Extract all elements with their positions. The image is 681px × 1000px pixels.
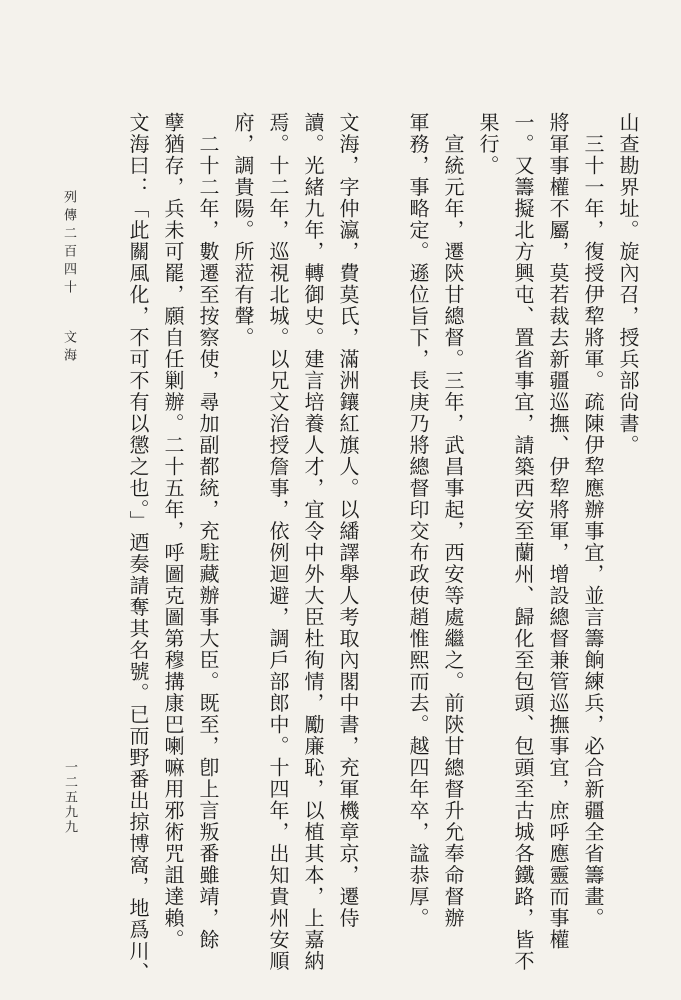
text-column: 讀。光緒九年，轉御史。建言培養人才，宜令中外大臣杜徇情，勵廉恥，以植其本，上嘉納 [301,112,325,972]
text-column: 文海，字仲瀛，費莫氏，滿洲鑲紅旗人。以繙譯舉人考取內閣中書，充軍機章京，遷侍 [336,112,360,929]
text-column: 山查勘界址。旋內召，授兵部尙書。 [616,112,640,456]
text-column: 三十一年，復授伊犂將軍。疏陳伊犂應辦事宜，並言籌餉練兵，必合新疆全省籌畫。 [581,112,605,929]
text-column: 府，調貴陽。所蒞有聲。 [231,112,255,349]
text-column: 孽猶存，兵未可罷，願自任剿辦。二十五年，呼圖克圖第穆搆康巴喇嘛用邪術咒詛達賴。 [161,112,185,951]
text-column: 將軍事權不屬，莫若裁去新疆巡撫、伊犂將軍，增設總督兼管巡撫事宜，庶呼應靈而事權 [546,112,570,951]
text-column: 文海曰：「此關風化，不可不有以懲之也。」迺奏請奪其名號。已而野番出掠博窩，地爲川、 [126,112,150,984]
text-column: 軍務，事略定。遜位旨下，長庚乃將總督印交布政使趙惟熙而去。越四年卒，諡恭厚。 [406,112,430,929]
text-column: 二十二年，數遷至按察使，尋加副都統，充駐藏辦事大臣。既至，卽上言叛番雖靖，餘 [196,112,220,951]
text-column: 果行。 [476,112,500,177]
text-column: 焉。十二年，巡視北城。以兄文治授詹事，依例迴避，調戶部郎中。十四年，出知貴州安順 [266,112,290,972]
text-column: 宣統元年，遷陝甘總督。三年，武昌事起，西安等處繼之。前陝甘總督升允奉命督辦 [441,112,465,929]
chapter-name: 文海 [61,330,76,366]
chapter-title: 列傳二百四十 [61,190,76,298]
page-number: 一二五九九 [62,760,77,835]
text-column: 一。又籌擬北方興屯、置省事宜，請築西安至蘭州、歸化至包頭、包頭至古城各鐵路，皆不 [511,112,535,972]
